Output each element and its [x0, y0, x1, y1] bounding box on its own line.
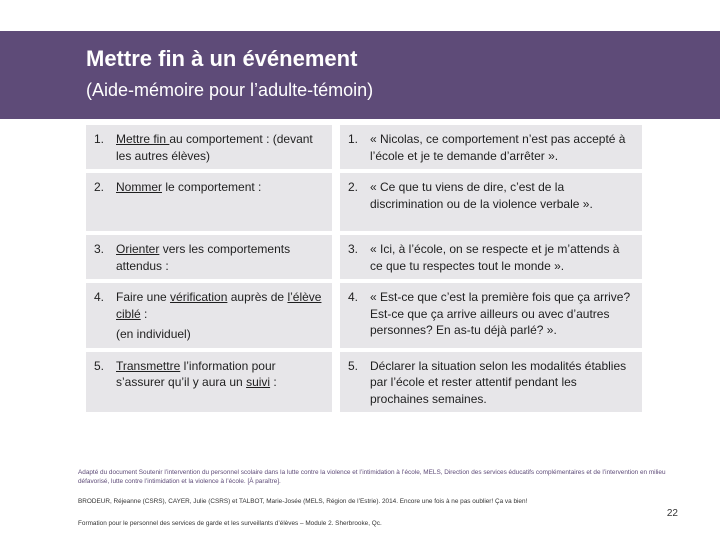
- step-cell: [86, 125, 332, 169]
- step-number: 1.: [94, 132, 105, 146]
- table-row: [86, 283, 642, 348]
- step-text: :: [140, 306, 148, 321]
- phrase-cell: [340, 235, 642, 279]
- step-cell: [86, 352, 332, 413]
- phrase-text: « Ici, à l’école, on se respecte et je m’attends à ce que tu respectes tout le monde ».: [370, 242, 620, 273]
- phrase-text: « Ce que tu viens de dire, c’est de la discrimination ou de la violence verbale ».: [370, 180, 593, 211]
- source-note: Adapté du document Soutenir l’intervention du personnel scolaire dans la lutte contre la violence et l’intimidation à l’école, MELS, Direction des services éducatifs complémentaires et de l’intervention en milieu défavorisé, lutte contre l’intimidation et la violence à l’école. [À paraître].: [78, 469, 666, 485]
- step-text: au comportement : (devant les autres élèves): [116, 132, 313, 163]
- step-note: (en individuel): [116, 327, 191, 341]
- table-row: [86, 235, 642, 279]
- step-keyword: l’élève ciblé: [116, 290, 322, 321]
- phrase-text: Déclarer la situation selon les modalités établies par l’école et rester attentif pendant les prochaines semaines.: [370, 358, 627, 406]
- credits-line-2: Formation pour le personnel des services de garde et les surveillants d’élèves – Module 2. Sherbrooke, Qc.: [78, 520, 382, 527]
- step-cell: [86, 283, 332, 348]
- step-keyword: Transmettre: [116, 358, 181, 373]
- page-subtitle: (Aide-mémoire pour l’adulte-témoin): [86, 80, 374, 100]
- phrase-number: 3.: [348, 242, 359, 256]
- step-keyword: Nommer: [116, 180, 163, 194]
- step-keyword: Mettre fin: [116, 132, 170, 146]
- step-keyword: Orienter: [116, 242, 160, 256]
- table-row: [86, 352, 642, 413]
- step-text: vers les comportements attendus :: [116, 242, 291, 273]
- phrase-cell: [340, 173, 642, 231]
- step-cell: [86, 173, 332, 231]
- page-number: 22: [666, 508, 678, 519]
- table-row: [86, 125, 642, 169]
- step-text: l’information pour s’assurer qu’il y aura un: [116, 358, 276, 389]
- step-number: 3.: [94, 242, 105, 256]
- steps-table: [86, 125, 642, 416]
- phrase-number: 2.: [348, 180, 359, 194]
- phrase-number: 4.: [348, 290, 359, 304]
- phrase-cell: [340, 352, 642, 413]
- table-row: [86, 173, 642, 231]
- step-text: :: [270, 375, 277, 389]
- phrase-text: « Nicolas, ce comportement n’est pas accepté à l’école et je te demande d’arrêter ».: [370, 132, 626, 163]
- step-number: 5.: [94, 358, 105, 373]
- phrase-cell: [340, 125, 642, 169]
- phrase-number: 1.: [348, 132, 359, 146]
- step-text: le comportement :: [162, 180, 262, 194]
- step-number: 4.: [94, 290, 105, 304]
- step-text: auprès de: [227, 290, 288, 304]
- phrase-text: « Est-ce que c’est la première fois que ça arrive? Est-ce que ça arrive ailleurs ou avec d’autres personnes? En as-tu déjà parlé? ».: [370, 290, 631, 337]
- step-text: Faire une: [116, 290, 171, 304]
- step-keyword: vérification: [170, 290, 228, 304]
- page-title: Mettre fin à un événement: [86, 46, 358, 71]
- title-banner: [0, 31, 720, 119]
- phrase-number: 5.: [348, 358, 359, 373]
- step-keyword: suivi: [246, 375, 271, 389]
- step-cell: [86, 235, 332, 279]
- credits-line: BRODEUR, Réjeanne (CSRS), CAYER, Julie (CSRS) et TALBOT, Marie-Josée (MELS, Région de l’Estrie). 2014. Encore une fois à ne pas oublier! Ça va bien!: [78, 498, 528, 505]
- step-number: 2.: [94, 180, 105, 194]
- phrase-cell: [340, 283, 642, 348]
